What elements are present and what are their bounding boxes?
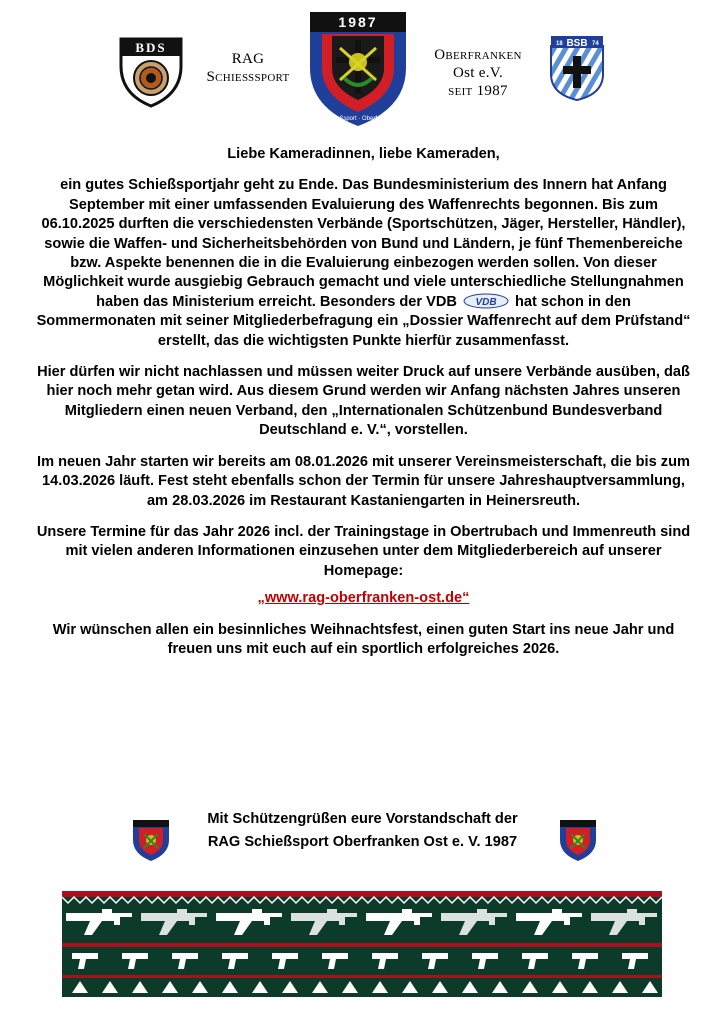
signature (0, 808, 725, 854)
letter-body (36, 145, 691, 671)
bds-logo-text: BDS (135, 40, 167, 55)
letterhead (0, 0, 725, 130)
vdb-logo-text: VDB (475, 296, 497, 308)
ober-line3: seit 1987 (448, 83, 508, 99)
rag-line1: RAG (231, 51, 265, 67)
paragraph-5: Wir wünschen allen ein besinnliches Weihnachtsfest, einen guten Start ins neue Jahr und freuen uns mit euch auf ein sportlich erfolgreiches 2026. (52, 621, 675, 657)
crest-ring-text: RAG-Schießsport · Oberfranken Ost (309, 116, 407, 122)
paragraph-1-part-b: hat schon in den Sommermonaten mit seiner Mitgliederbefragung ein „Dossier Waffenrecht auf dem Prüfstand“ erstellt, das die wichtigsten Punkte hierfür zusammenfasst. (36, 293, 691, 349)
club-crest (304, 8, 412, 128)
paragraph-2: Hier dürfen wir nicht nachlassen und müssen weiter Druck auf unsere Verbände ausüben, daß hier noch mehr getan wird. Aus diesem Grund werden wir Anfang nächsten Jahres unseren Mitgliedern einen neuen Verband, den „Internationalen Schützenbund Bundesverband Deutschland e. V.“, vorstellen. (37, 364, 690, 439)
paragraph-1 (36, 176, 691, 351)
paragraph-1-part-a: ein gutes Schießsportjahr geht zu Ende. Das Bundesministerium des Innern hat Anfang September mit einer umfassenden Evaluierung des Waffenrechts begonnen. Bis zum 06.10.2025 durften die verschiedensten Verbände (Sportschützen, Jäger, Hersteller, Händler), sowie die Waffen- und Sicherheitsbehörden von Bund und Ländern, je fünf Themenbereiche bzw. Aspekte benennen die in die Evaluierung einbezogen werden sollen. Von dieser Möglichkeit wurde ausgiebig Gebrauch gemacht und viele unterschiedliche Stellungnahmen haben das Ministerium erreicht. Besonders der VDB (41, 177, 686, 310)
signature-line1: Mit Schützengrüßen eure Vorstandschaft der (207, 811, 518, 827)
christmas-rifle-banner (62, 891, 662, 997)
vdb-logo (463, 293, 509, 309)
bds-logo (118, 36, 184, 108)
paragraph-3: Im neuen Jahr starten wir bereits am 08.01.2026 mit unserer Vereinsmeisterschaft, die bis zum 14.03.2026 läuft. Fest steht ebenfalls schon der Termin für unsere Jahreshauptversammlung, am 28.03.2026 im Restaurant Kastaniengarten in Heinersreuth. (37, 453, 690, 509)
ober-line2: Ost e.V. (452, 65, 504, 81)
bsb-logo (548, 34, 606, 102)
greeting: Liebe Kameradinnen, liebe Kameraden, (227, 146, 500, 162)
bsb-num-left: 18 (556, 41, 563, 47)
homepage-link-line (36, 589, 691, 608)
rag-label (198, 50, 298, 86)
oberfranken-label (420, 46, 536, 100)
signature-line2: RAG Schießsport Oberfranken Ost e. V. 1987 (207, 834, 518, 850)
homepage-link[interactable]: „www.rag-oberfranken-ost.de“ (257, 590, 470, 607)
ober-line1: Oberfranken (434, 47, 522, 63)
rag-line2: Schießsport (206, 69, 290, 85)
crest-year: 1987 (338, 14, 378, 30)
bsb-logo-text: BSB (566, 38, 588, 49)
bsb-num-right: 74 (592, 41, 599, 47)
paragraph-4: Unsere Termine für das Jahr 2026 incl. der Trainingstage in Obertrubach und Immenreuth sind mit vielen anderen Informationen einzusehen unter dem Mitgliederbereich auf unserer Homepage: (36, 523, 691, 579)
